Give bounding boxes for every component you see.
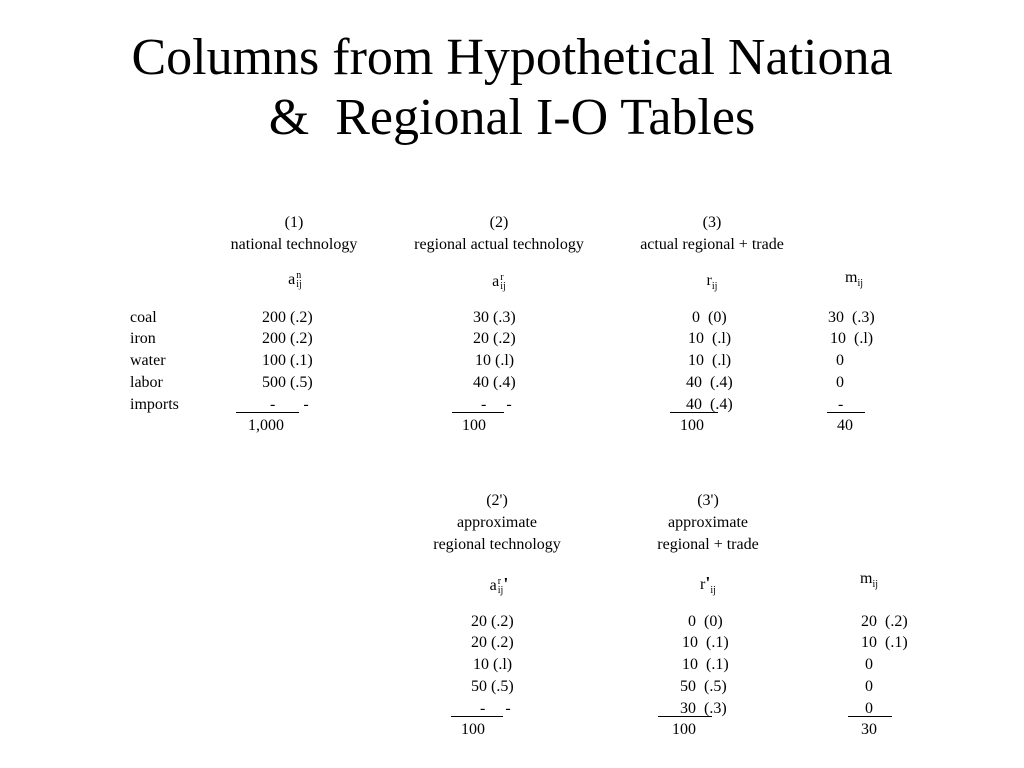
col3p-value-imports: 30 (.3) bbox=[680, 700, 727, 717]
col3p-caption-line1: approximate bbox=[668, 514, 748, 531]
col4p-value-imports: 0 bbox=[865, 700, 873, 717]
col3p-number: (3') bbox=[697, 492, 719, 509]
col2-value-imports: - - bbox=[481, 396, 512, 413]
col2p-value-labor: 50 (.5) bbox=[471, 678, 514, 695]
col3-caption: actual regional + trade bbox=[640, 236, 784, 253]
col2p-caption-line2: regional technology bbox=[433, 536, 561, 553]
title-line-1: Columns from Hypothetical Nationa bbox=[131, 29, 893, 86]
col4-value-iron: 10 (.l) bbox=[830, 330, 874, 347]
col3-value-imports: 40 (.4) bbox=[686, 396, 733, 413]
col2p-total: 100 bbox=[461, 721, 485, 738]
col3p-value-labor: 50 (.5) bbox=[680, 678, 727, 695]
col2-value-coal: 30 (.3) bbox=[473, 309, 516, 326]
col2p-sum-rule bbox=[451, 716, 503, 717]
col3-value-iron: 10 (.l) bbox=[688, 330, 732, 347]
col4p-value-labor: 0 bbox=[865, 678, 873, 695]
symbol-r-ij-prime: $r'_{ij}$ bbox=[700, 573, 716, 597]
col2-total: 100 bbox=[462, 417, 486, 434]
col4p-value-iron: 10 (.1) bbox=[861, 634, 908, 651]
row-label-water: water bbox=[130, 352, 166, 369]
col4p-total: 30 bbox=[861, 721, 877, 738]
col2p-value-water: 10 (.l) bbox=[473, 656, 513, 673]
row-label-imports: imports bbox=[130, 396, 179, 413]
col2-value-water: 10 (.l) bbox=[475, 352, 515, 369]
symbol-a-n-ij: a n ij bbox=[288, 270, 302, 291]
col2p-value-coal: 20 (.2) bbox=[471, 613, 514, 630]
col3-value-coal: 0 (0) bbox=[692, 309, 727, 326]
row-label-labor: labor bbox=[130, 374, 163, 391]
col4-value-water: 0 bbox=[836, 352, 844, 369]
col3p-value-water: 10 (.1) bbox=[682, 656, 729, 673]
col2p-number: (2') bbox=[486, 492, 508, 509]
symbol-a-r-ij-prime: a r ij ' bbox=[489, 574, 509, 597]
col3p-sum-rule bbox=[658, 716, 712, 717]
col2-sum-rule bbox=[452, 412, 504, 413]
col1-value-coal: 200 (.2) bbox=[262, 309, 313, 326]
col2p-value-imports: - - bbox=[480, 700, 511, 717]
row-label-iron: iron bbox=[130, 330, 156, 347]
symbol-m-ij-bottom: $m_{ij}$ bbox=[859, 570, 879, 591]
col1-value-labor: 500 (.5) bbox=[262, 374, 313, 391]
col4p-sum-rule bbox=[848, 716, 892, 717]
col3p-total: 100 bbox=[672, 721, 696, 738]
title-line-2: & Regional I-O Tables bbox=[268, 89, 756, 146]
row-label-coal: coal bbox=[130, 309, 157, 326]
col3p-caption-line2: regional + trade bbox=[657, 536, 759, 553]
col1-sum-rule bbox=[236, 412, 299, 413]
col4p-value-water: 0 bbox=[865, 656, 873, 673]
col2-number: (2) bbox=[489, 214, 509, 231]
col3-value-water: 10 (.l) bbox=[688, 352, 732, 369]
col4-total: 40 bbox=[837, 417, 853, 434]
slide-title bbox=[0, 28, 1024, 148]
col4-value-coal: 30 (.3) bbox=[828, 309, 875, 326]
col2-caption: regional actual technology bbox=[414, 236, 584, 253]
col3-total: 100 bbox=[680, 417, 704, 434]
col4-sum-rule bbox=[827, 412, 865, 413]
col1-value-imports: - - bbox=[270, 396, 309, 413]
col3p-value-coal: 0 (0) bbox=[688, 613, 723, 630]
col3-number: (3) bbox=[702, 214, 722, 231]
col1-value-iron: 200 (.2) bbox=[262, 330, 313, 347]
col4-value-labor: 0 bbox=[836, 374, 844, 391]
symbol-r-ij: $r_{ij}$ bbox=[706, 272, 718, 293]
col4p-value-coal: 20 (.2) bbox=[861, 613, 908, 630]
col1-total: 1,000 bbox=[248, 417, 284, 434]
col3-sum-rule bbox=[670, 412, 718, 413]
col1-caption: national technology bbox=[230, 236, 358, 253]
col1-value-water: 100 (.1) bbox=[262, 352, 313, 369]
symbol-m-ij: $m_{ij}$ bbox=[844, 269, 864, 290]
col2p-caption-line1: approximate bbox=[457, 514, 537, 531]
col2-value-labor: 40 (.4) bbox=[473, 374, 516, 391]
col3-value-labor: 40 (.4) bbox=[686, 374, 733, 391]
col2p-value-iron: 20 (.2) bbox=[471, 634, 514, 651]
symbol-a-r-ij: a r ij bbox=[492, 272, 506, 293]
col2-value-iron: 20 (.2) bbox=[473, 330, 516, 347]
col4-value-imports: - bbox=[838, 396, 844, 413]
col3p-value-iron: 10 (.1) bbox=[682, 634, 729, 651]
col1-number: (1) bbox=[284, 214, 304, 231]
